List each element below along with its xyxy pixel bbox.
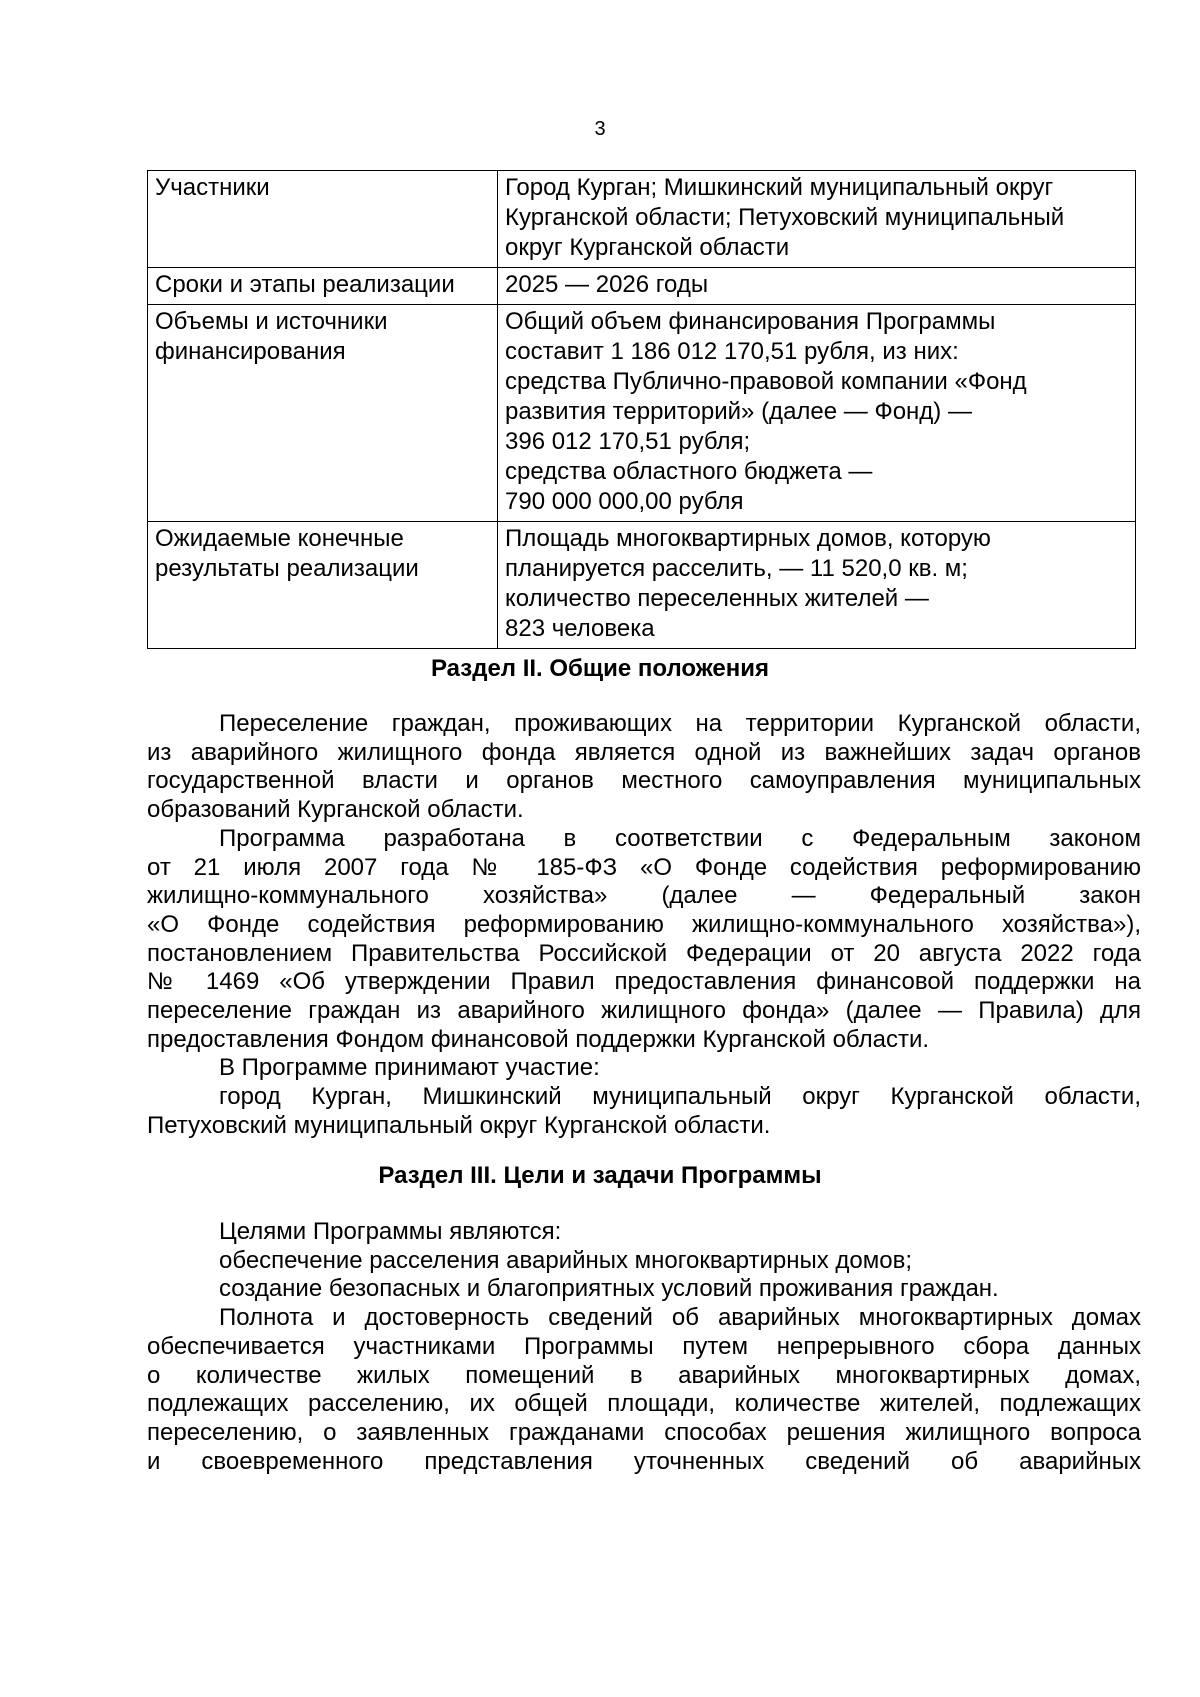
- passport-value: [498, 171, 1136, 268]
- passport-key: [148, 268, 498, 305]
- page-number: 3: [594, 118, 606, 140]
- text-line: Площадь многоквартирных домов, которую: [505, 525, 991, 552]
- text-line: Курганской области; Петуховский муниципальный: [505, 204, 1065, 231]
- text-line: составит 1 186 012 170,51 рубля, из них:: [505, 338, 959, 365]
- text-line: Полнота и достоверность сведений об аварийных многоквартирных домах: [219, 1304, 1141, 1332]
- text-line: № 1469 «Об утверждении Правил предоставления финансовой поддержки на: [147, 968, 1141, 996]
- passport-row: [148, 305, 1136, 522]
- text-line: Переселение граждан, проживающих на территории Курганской области,: [219, 710, 1141, 737]
- section-3-body: [147, 1218, 1141, 1476]
- passport-value: [498, 305, 1136, 522]
- text-line: от 21 июля 2007 года № 185-ФЗ «О Фонде содействия реформированию: [147, 853, 1141, 881]
- section-2-title: Раздел II. Общие положения: [430, 655, 770, 682]
- text-line: планируется расселить, — 11 520,0 кв. м;: [505, 555, 968, 582]
- paragraph: [147, 1083, 1141, 1140]
- passport-value: [498, 522, 1136, 649]
- text-line: средства Публично-правовой компании «Фонд: [505, 368, 1027, 395]
- text-line: 790 000 000,00 рубля: [505, 488, 744, 515]
- text-line: постановлением Правительства Российской Федерации от 20 августа 2022 года: [147, 939, 1141, 967]
- passport-row: [148, 522, 1136, 649]
- passport-key: [148, 522, 498, 649]
- text-line: Петуховский муниципальный округ Курганской области.: [147, 1111, 771, 1139]
- passport-row: [148, 268, 1136, 305]
- paragraph: [147, 1304, 1141, 1476]
- paragraph: [147, 825, 1141, 1055]
- text-line: средства областного бюджета —: [505, 458, 873, 485]
- text-line: предоставления Фондом финансовой поддержки Курганской области.: [147, 1025, 930, 1053]
- text-line: Сроки и этапы реализации: [155, 271, 455, 298]
- text-line: 2025 — 2026 годы: [505, 271, 709, 298]
- paragraph: [147, 710, 1141, 825]
- text-line: Объемы и источники: [155, 308, 388, 335]
- section-3-title: Раздел III. Цели и задачи Программы: [378, 1162, 822, 1189]
- text-line: жилищно-коммунального хозяйства» (далее — Федеральный закон: [147, 882, 1141, 910]
- passport-table: [147, 170, 1136, 649]
- text-line: финансирования: [155, 338, 346, 365]
- text-line: подлежащих расселению, их общей площади, количестве жителей, подлежащих: [147, 1390, 1141, 1418]
- text-line: Ожидаемые конечные: [155, 525, 404, 552]
- text-line: образований Курганской области.: [147, 796, 524, 824]
- section-2-body: [147, 710, 1141, 1141]
- text-line: 396 012 170,51 рубля;: [505, 428, 751, 455]
- passport-value: [498, 268, 1136, 305]
- text-line: город Курган, Мишкинский муниципальный округ Курганской области,: [219, 1083, 1141, 1111]
- passport-row: [148, 171, 1136, 268]
- text-line: переселение граждан из аварийного жилищного фонда» (далее — Правила) для: [147, 997, 1141, 1025]
- passport-key: [148, 171, 498, 268]
- text-line: округ Курганской области: [505, 234, 790, 261]
- paragraph: создание безопасных и благоприятных условий проживания граждан.: [219, 1275, 999, 1303]
- text-line: обеспечивается участниками Программы путем непрерывного сбора данных: [147, 1332, 1141, 1360]
- text-line: о количестве жилых помещений в аварийных многоквартирных домах,: [147, 1361, 1141, 1389]
- paragraph: Целями Программы являются:: [219, 1218, 562, 1245]
- text-line: Общий объем финансирования Программы: [505, 308, 996, 335]
- text-line: переселению, о заявленных гражданами способах решения жилищного вопроса: [147, 1418, 1141, 1446]
- text-line: «О Фонде содействия реформированию жилищно-коммунального хозяйства»),: [147, 910, 1141, 938]
- text-line: 823 человека: [505, 615, 655, 642]
- passport-key: [148, 305, 498, 522]
- text-line: Участники: [155, 174, 270, 201]
- text-line: Город Курган; Мишкинский муниципальный округ: [505, 174, 1054, 201]
- paragraph: В Программе принимают участие:: [219, 1054, 600, 1082]
- text-line: развития территорий» (далее — Фонд) —: [505, 398, 972, 425]
- text-line: из аварийного жилищного фонда является одной из важнейших задач органов: [147, 738, 1141, 766]
- text-line: количество переселенных жителей —: [505, 585, 929, 612]
- text-line: государственной власти и органов местного самоуправления муниципальных: [147, 767, 1141, 795]
- text-line: и своевременного представления уточненных сведений об аварийных: [147, 1447, 1141, 1475]
- paragraph: обеспечение расселения аварийных многоквартирных домов;: [219, 1246, 913, 1274]
- text-line: результаты реализации: [155, 555, 419, 582]
- text-line: Программа разработана в соответствии с Федеральным законом: [219, 824, 1141, 852]
